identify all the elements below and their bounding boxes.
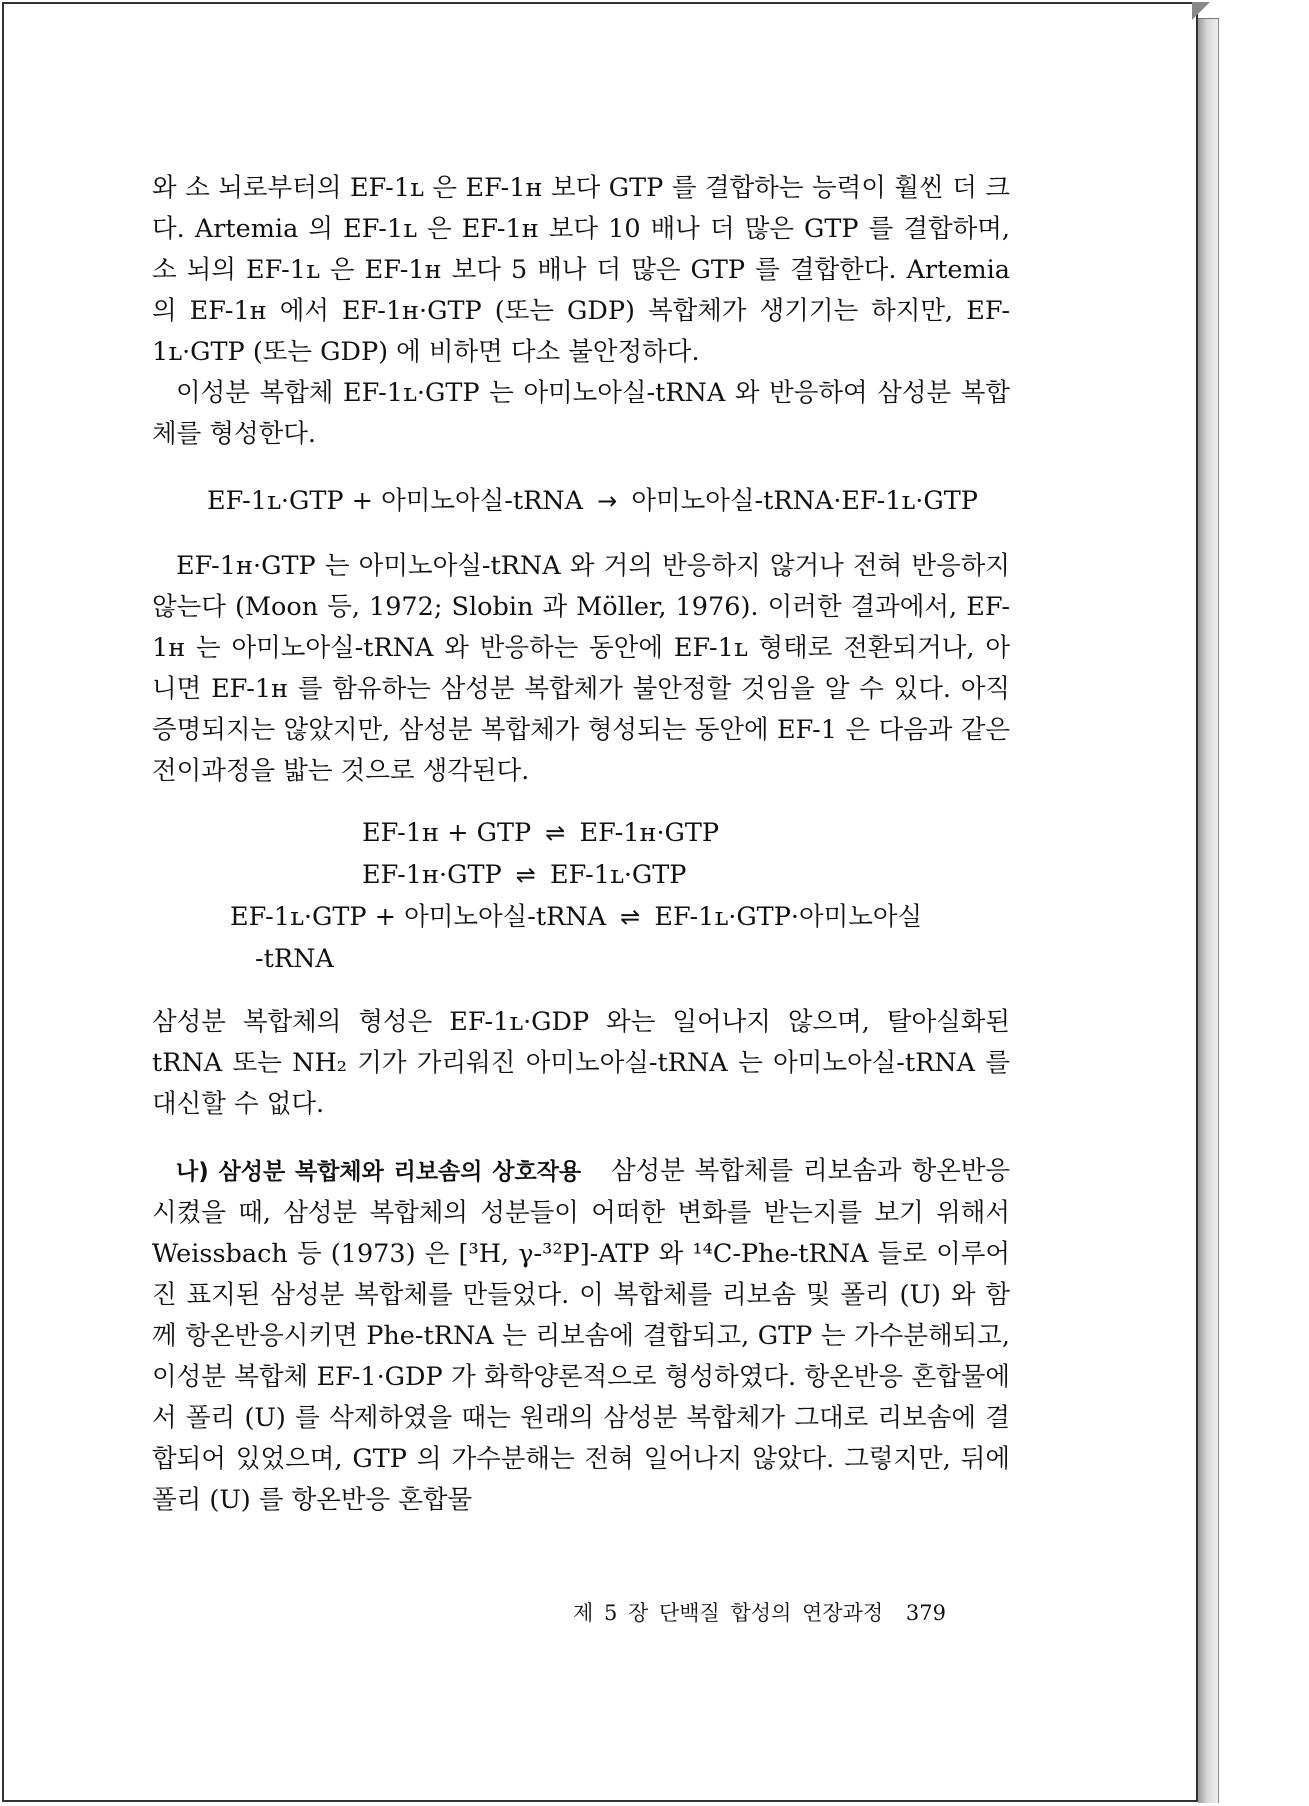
page-number: 379 bbox=[905, 1601, 946, 1625]
equilibrium-arrow-icon: ⇌ bbox=[515, 861, 536, 889]
page-footer bbox=[573, 1597, 946, 1627]
equation-left: EF-1ʜ·GTP bbox=[362, 860, 502, 890]
section-body: 삼성분 복합체를 리보솜과 항온반응시켰을 때, 삼성분 복합체의 성분들이 어떠한 변화를 받는지를 보기 위해서 Weissbach 등 (1973) 은 [³H, γ-³²P]-ATP 와 ¹⁴C-Phe-tRNA 들로 이루어진 표지된 삼성분 복합체를 만들었다. 이 복합체를 리보솜 및 폴리 (U) 와 함께 항온반응시키면 Phe-tRNA 는 리보솜에 결합되고, GTP 는 가수분해되고, 이성분 복합체 EF-1·GDP 가 화학양론적으로 형성하였다. 항온반응 혼합물에서 폴리 (U) 를 삭제하였을 때는 원래의 삼성분 복합체가 그대로 리보솜에 결합되어 있었으며, GTP 의 가수분해는 전혀 일어나지 않았다. 그렇지만, 뒤에 폴리 (U) 를 항온반응 혼합물 bbox=[152, 1156, 1010, 1515]
paragraph-5 bbox=[152, 1151, 1010, 1521]
paragraph-3: EF-1ʜ·GTP 는 아미노아실-tRNA 와 거의 반응하지 않거나 전혀 반응하지 않는다 (Moon 등, 1972; Slobin 과 Möller, 1976). 이러한 결과에서, EF-1ʜ 는 아미노아실-tRNA 와 반응하는 동안에 EF-1ʟ 형태로 전환되거나, 아니면 EF-1ʜ 를 함유하는 삼성분 복합체가 불안정할 것임을 알 수 있다. 아직 증명되지는 않았지만, 삼성분 복합체가 형성되는 동안에 EF-1 은 다음과 같은 전이과정을 밟는 것으로 생각된다. bbox=[152, 551, 1010, 786]
equation-left: EF-1ʜ + GTP bbox=[362, 818, 532, 848]
equation-row bbox=[152, 812, 1010, 854]
equation-right: EF-1ʜ·GTP bbox=[579, 818, 720, 848]
equation-block bbox=[152, 812, 1010, 980]
equation-right: EF-1ʟ·GTP bbox=[549, 860, 687, 890]
equation-ternary-complex bbox=[207, 481, 1010, 522]
page-edge-shadow bbox=[1198, 18, 1219, 1803]
equation-row bbox=[152, 854, 1010, 896]
equation-right: EF-1ʟ·GTP·아미노아실 bbox=[654, 902, 923, 932]
equation-right: 아미노아실-tRNA·EF-1ʟ·GTP bbox=[631, 486, 978, 516]
equilibrium-arrow-icon: ⇌ bbox=[620, 903, 641, 931]
equation-left: EF-1ʟ·GTP + 아미노아실-tRNA bbox=[230, 902, 607, 932]
paragraph-4: 삼성분 복합체의 형성은 EF-1ʟ·GDP 와는 일어나지 않으며, 탈아실화된 tRNA 또는 NH₂ 기가 가리워진 아미노아실-tRNA 는 아미노아실-tRNA 를 대신할 수 없다. bbox=[152, 1007, 1010, 1119]
reaction-arrow-icon: → bbox=[597, 487, 618, 515]
paragraph-1: 와 소 뇌로부터의 EF-1ʟ 은 EF-1ʜ 보다 GTP 를 결합하는 능력이 훨씬 더 크다. Artemia 의 EF-1ʟ 은 EF-1ʜ 보다 10 배나 더 많은 GTP 를 결합하며, 소 뇌의 EF-1ʟ 은 EF-1ʜ 보다 5 배나 더 많은 GTP 를 결합한다. Artemia 의 EF-1ʜ 에서 EF-1ʜ·GTP (또는 GDP) 복합체가 생기기는 하지만, EF-1ʟ·GTP (또는 GDP) 에 비하면 다소 불안정하다. bbox=[152, 173, 1010, 367]
page-content bbox=[152, 168, 1010, 1521]
chapter-title: 제 5 장 단백질 합성의 연장과정 bbox=[573, 1601, 884, 1625]
section-heading: 나) 삼성분 복합체와 리보솜의 상호작용 bbox=[176, 1159, 582, 1185]
equation-row bbox=[152, 896, 1010, 938]
equation-left: EF-1ʟ·GTP + 아미노아실-tRNA bbox=[207, 486, 584, 516]
paragraph-2: 이성분 복합체 EF-1ʟ·GTP 는 아미노아실-tRNA 와 반응하여 삼성분 복합체를 형성한다. bbox=[152, 378, 1010, 449]
equilibrium-arrow-icon: ⇌ bbox=[545, 819, 566, 847]
equation-continuation: -tRNA bbox=[255, 944, 334, 974]
